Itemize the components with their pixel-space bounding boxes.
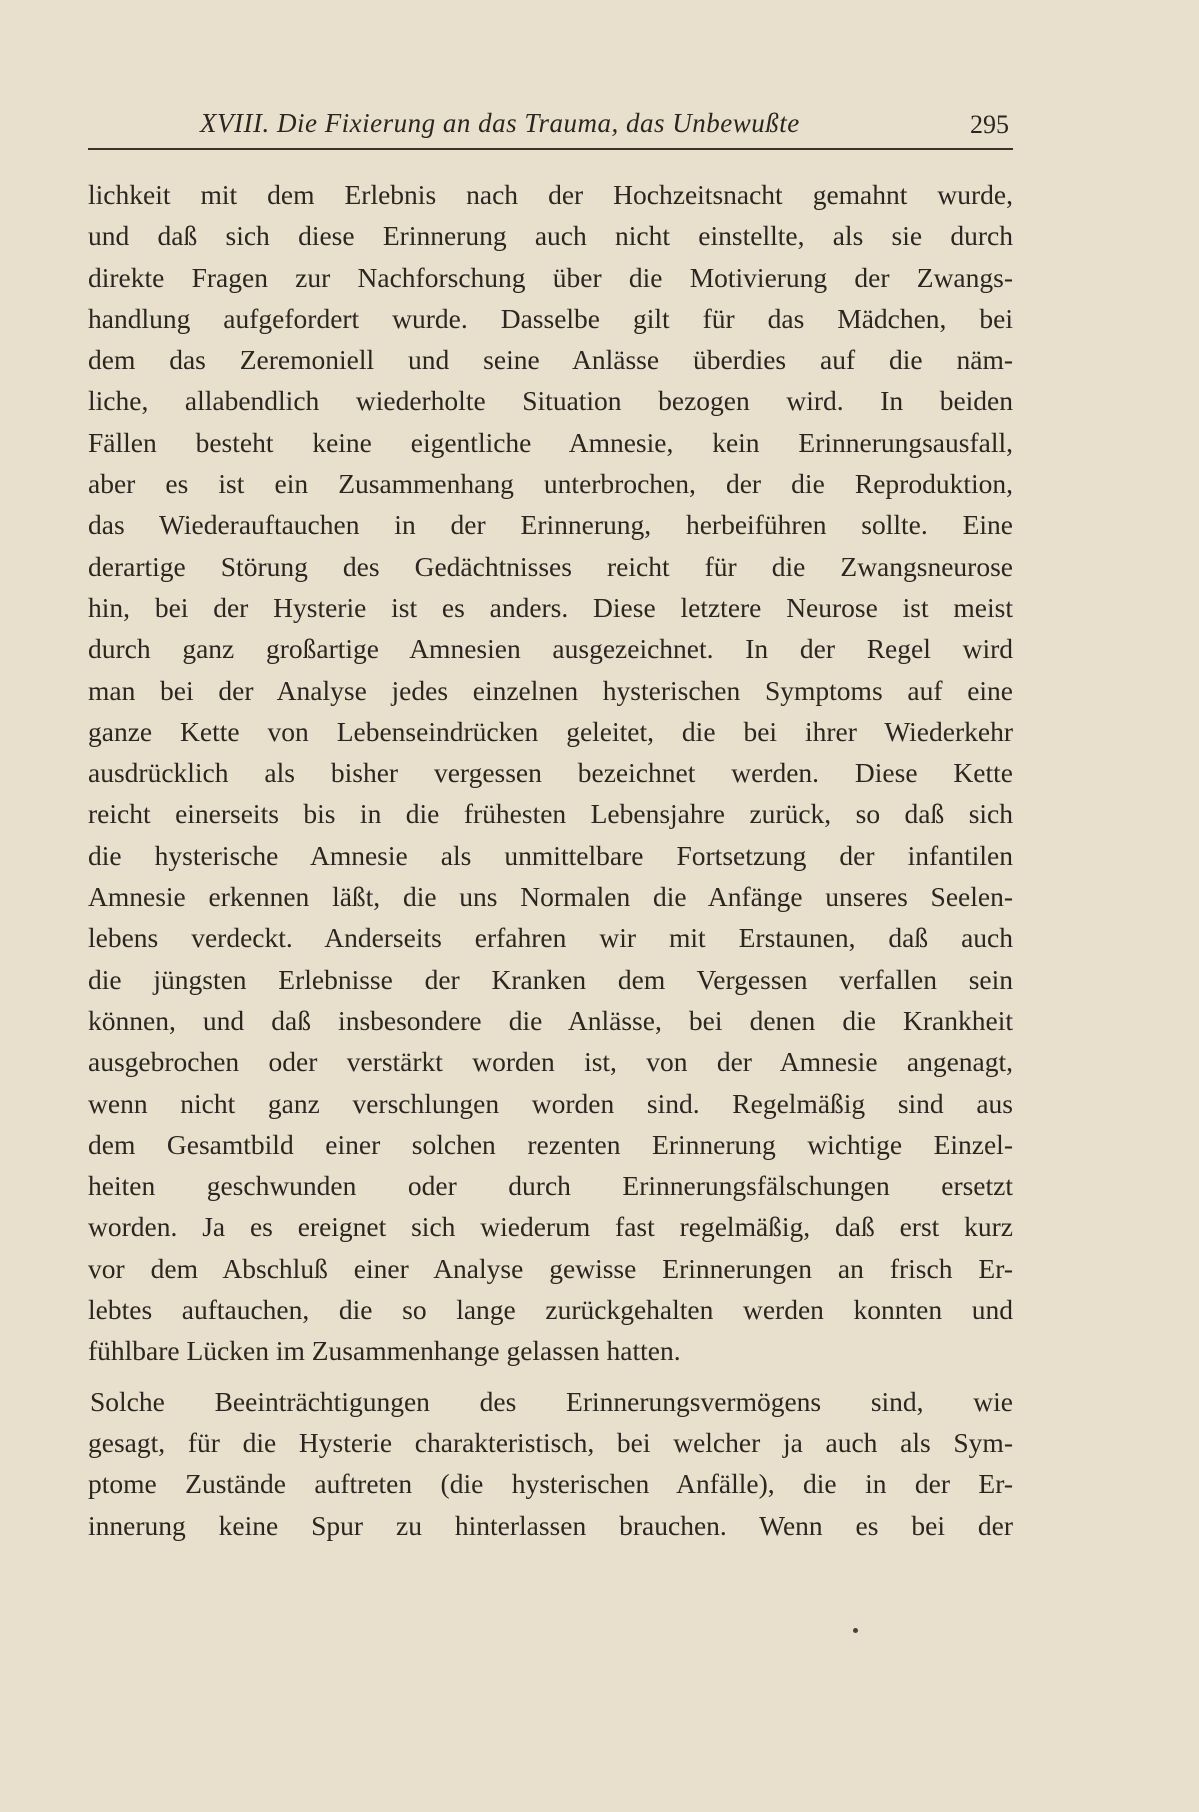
text-line: worden. Ja es ereignet sich wiederum fast regelmäßig, daß erst kurz	[88, 1211, 1013, 1243]
text-line: innerung keine Spur zu hinterlassen brauchen. Wenn es bei der	[88, 1509, 1013, 1541]
text-line: ausdrücklich als bisher vergessen bezeichnet werden. Diese Kette	[88, 757, 1013, 789]
text-line: liche, allabendlich wiederholte Situation bezogen wird. In beiden	[88, 385, 1013, 417]
text-line: können, und daß insbesondere die Anlässe, bei denen die Krankheit	[88, 1004, 1013, 1036]
text-line: Amnesie erkennen läßt, die uns Normalen die Anfänge unseres Seelen-	[88, 881, 1013, 913]
text-line: dem Gesamtbild einer solchen rezenten Erinnerung wichtige Einzel-	[88, 1128, 1013, 1160]
text-line: man bei der Analyse jedes einzelnen hysterischen Symptoms auf eine	[88, 674, 1013, 706]
text-line: ausgebrochen oder verstärkt worden ist, von der Amnesie angenagt,	[88, 1046, 1013, 1078]
text-line: die jüngsten Erlebnisse der Kranken dem Vergessen verfallen sein	[88, 963, 1013, 995]
text-line: gesagt, für die Hysterie charakteristisch, bei welcher ja auch als Sym-	[88, 1426, 1013, 1458]
text-line: direkte Fragen zur Nachforschung über die Motivierung der Zwangs-	[88, 261, 1013, 293]
text-line: fühlbare Lücken im Zusammenhange gelassen hatten.	[88, 1335, 681, 1367]
text-line: aber es ist ein Zusammenhang unterbrochen, der die Reproduktion,	[88, 468, 1013, 500]
text-line: heiten geschwunden oder durch Erinnerungsfälschungen ersetzt	[88, 1170, 1013, 1202]
text-line: durch ganz großartige Amnesien ausgezeichnet. In der Regel wird	[88, 633, 1013, 665]
text-line: und daß sich diese Erinnerung auch nicht einstellte, als sie durch	[88, 220, 1013, 252]
text-line: Fällen besteht keine eigentliche Amnesie, kein Erinnerungsausfall,	[88, 426, 1013, 458]
text-line: lebtes auftauchen, die so lange zurückgehalten werden konnten und	[88, 1294, 1013, 1326]
text-line: ptome Zustände auftreten (die hysterischen Anfälle), die in der Er-	[88, 1468, 1013, 1500]
text-line: wenn nicht ganz verschlungen worden sind. Regelmäßig sind aus	[88, 1087, 1013, 1119]
text-line: derartige Störung des Gedächtnisses reicht für die Zwangsneurose	[88, 550, 1013, 582]
page-header	[88, 108, 1013, 148]
text-line: reicht einerseits bis in die frühesten Lebensjahre zurück, so daß sich	[88, 798, 1013, 830]
text-line: die hysterische Amnesie als unmittelbare Fortsetzung der infantilen	[88, 839, 1013, 871]
text-line: das Wiederauftauchen in der Erinnerung, herbeiführen sollte. Eine	[88, 509, 1013, 541]
body-text	[88, 174, 1013, 1546]
paragraph	[88, 1381, 1013, 1546]
text-line: lichkeit mit dem Erlebnis nach der Hochzeitsnacht gemahnt wurde,	[88, 179, 1013, 210]
text-line: lebens verdeckt. Anderseits erfahren wir mit Erstaunen, daß auch	[88, 922, 1013, 954]
header-rule	[88, 148, 1013, 150]
text-line: vor dem Abschluß einer Analyse gewisse Erinnerungen an frisch Er-	[88, 1252, 1013, 1284]
text-line: dem das Zeremoniell und seine Anlässe überdies auf die näm-	[88, 344, 1013, 376]
text-line: handlung aufgefordert wurde. Dasselbe gilt für das Mädchen, bei	[88, 302, 1013, 334]
text-line: Solche Beeinträchtigungen des Erinnerungsvermögens sind, wie	[90, 1385, 1013, 1417]
page-number: 295	[970, 110, 1009, 139]
paragraph-gap	[88, 1372, 1013, 1381]
text-line: ganze Kette von Lebenseindrücken geleitet, die bei ihrer Wiederkehr	[88, 715, 1013, 747]
text-line: hin, bei der Hysterie ist es anders. Diese letztere Neurose ist meist	[88, 591, 1013, 623]
ink-speck	[853, 1628, 858, 1633]
paragraph	[88, 174, 1013, 1372]
running-head: XVIII. Die Fixierung an das Trauma, das Unbewußte	[200, 108, 800, 138]
